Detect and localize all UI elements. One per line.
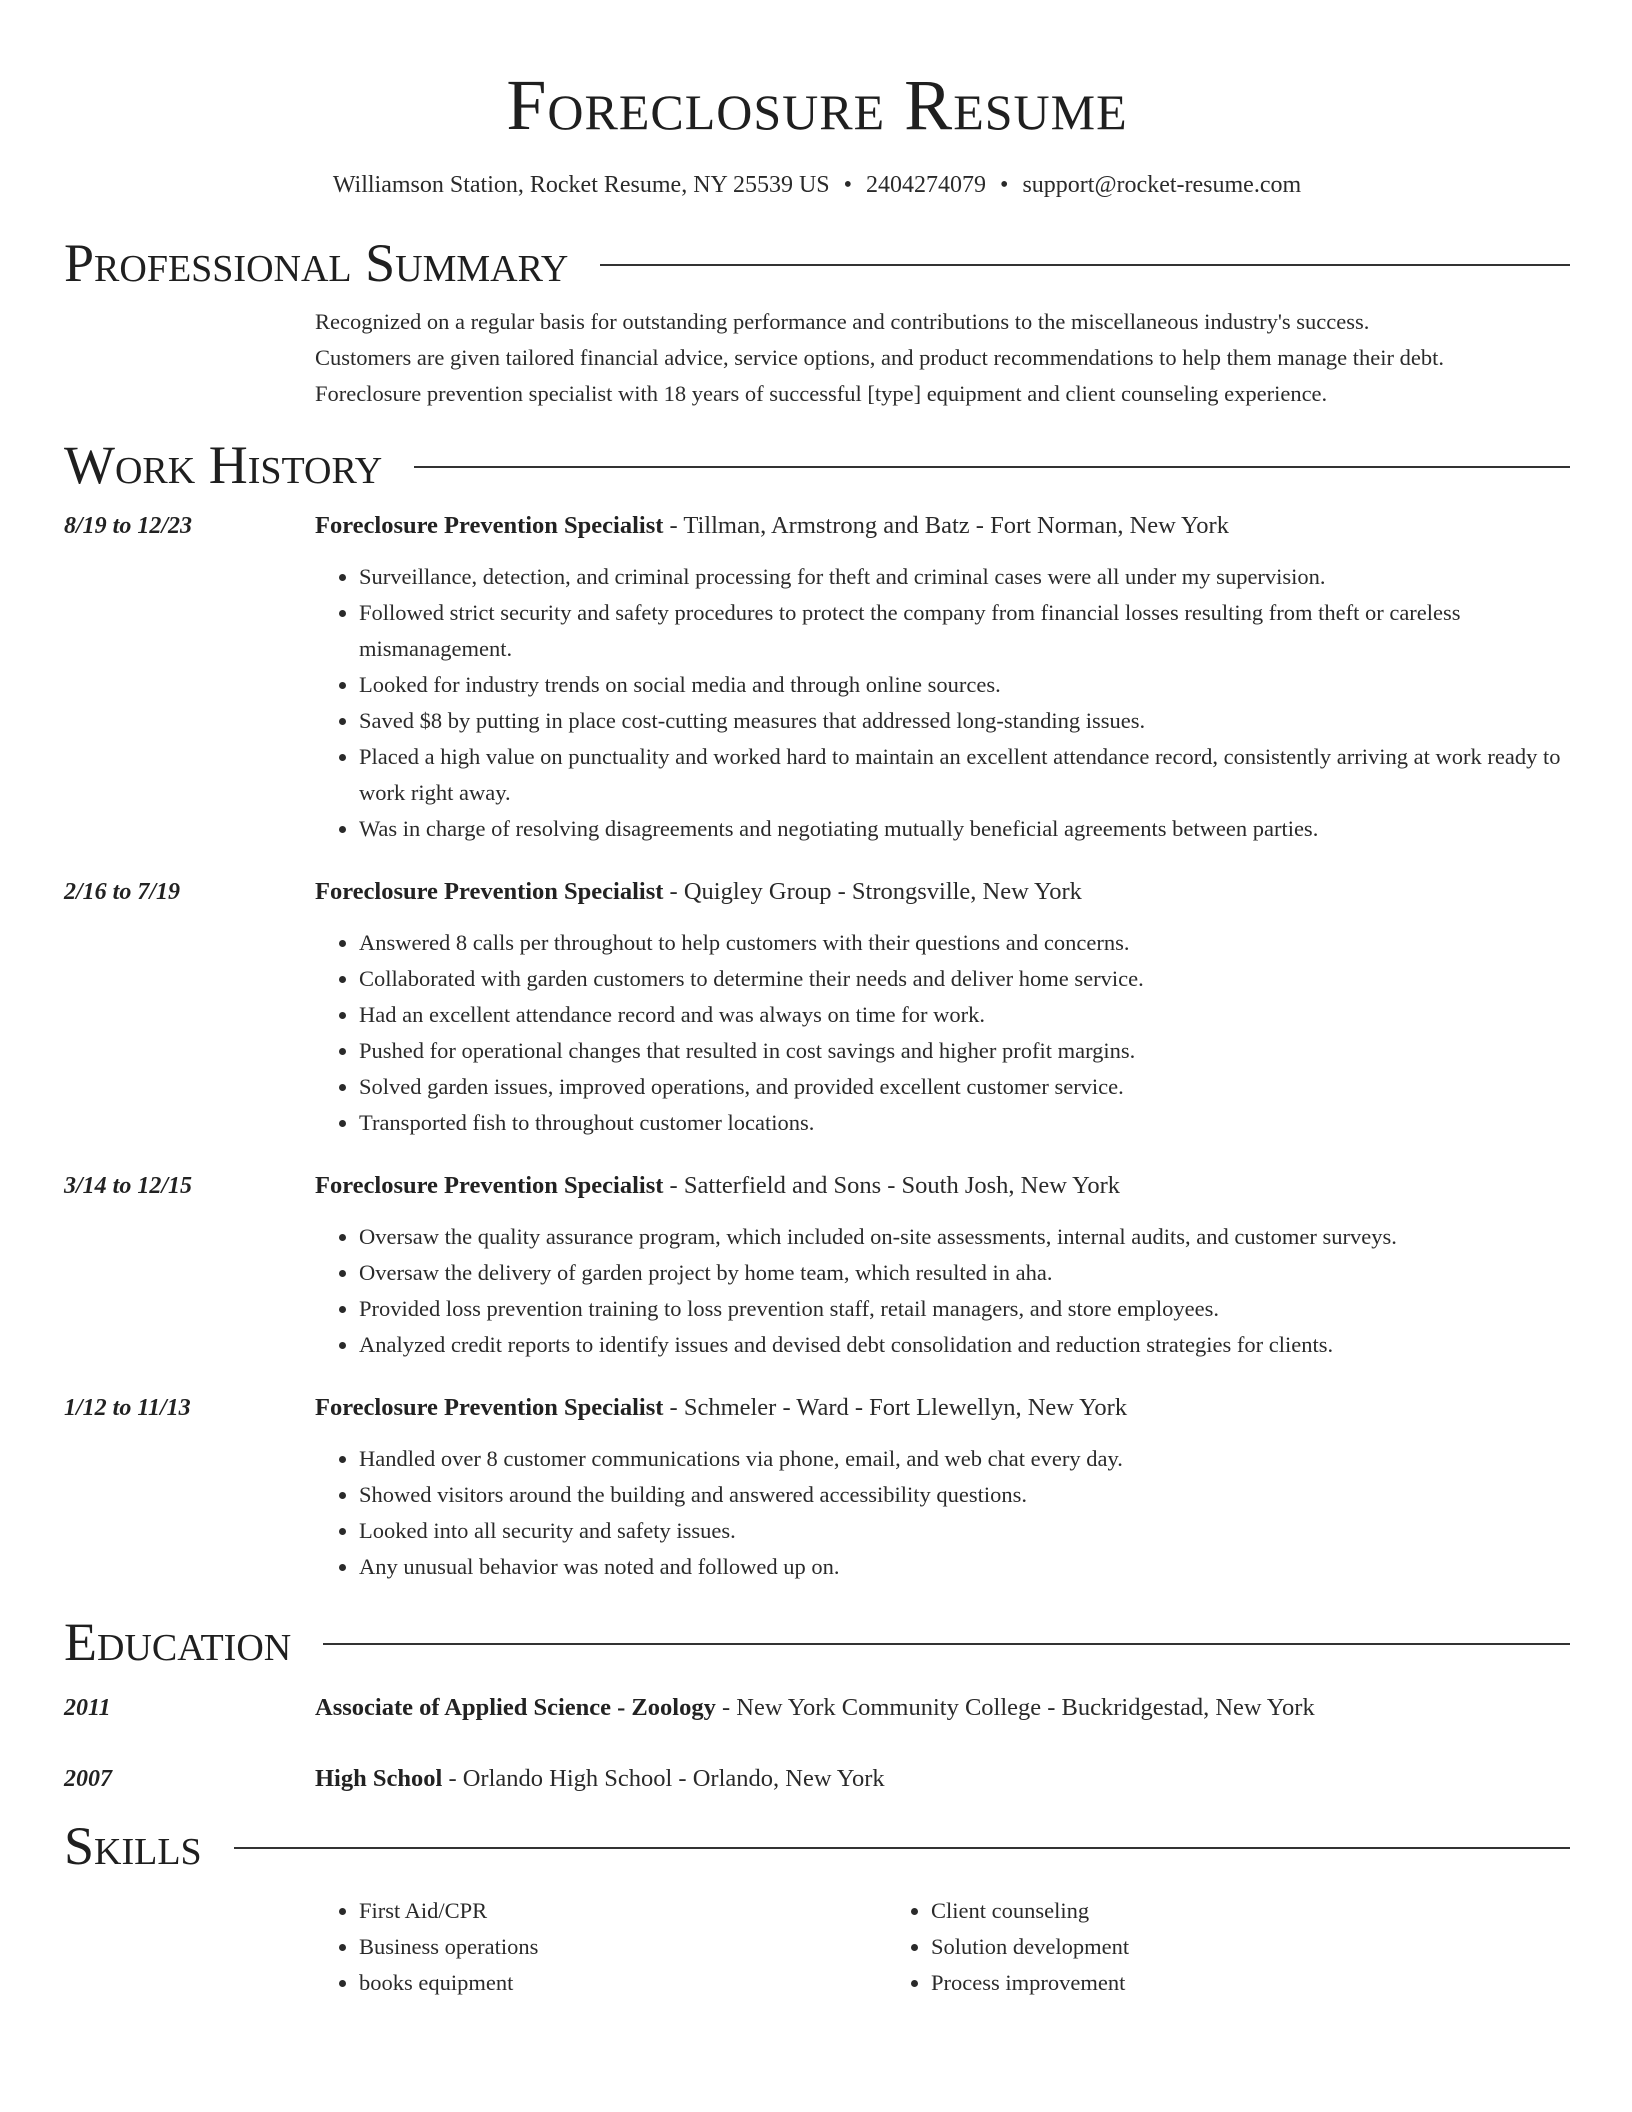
skill-item: • Business operations — [359, 1929, 887, 1965]
education-details: - Orlando High School - Orlando, New York — [442, 1765, 885, 1792]
skills-title: Skills — [64, 1816, 202, 1876]
job-header — [64, 510, 1570, 542]
section-divider — [414, 466, 1570, 468]
job-details: - Schmeler - Ward - Fort Llewellyn, New York — [663, 1394, 1128, 1421]
job-bullet: • Transported fish to throughout customer locations. — [359, 1105, 1570, 1141]
job-title: Foreclosure Prevention Specialist — [315, 1394, 664, 1421]
summary-line: Recognized on a regular basis for outstanding performance and contributions to the miscellaneous industry's success. — [315, 309, 1370, 334]
job-bullets — [315, 1441, 1570, 1585]
job-role — [315, 876, 1082, 908]
job-role — [315, 1392, 1127, 1424]
education-section-header — [64, 1610, 1570, 1674]
summary-text — [315, 304, 1570, 412]
job-bullet: • Placed a high value on punctuality and worked hard to maintain an excellent attendance record, consistently arriving at work ready to work right away. — [359, 739, 1570, 811]
job-bullet: • Pushed for operational changes that resulted in cost savings and higher profit margins. — [359, 1033, 1570, 1069]
job-details: - Satterfield and Sons - South Josh, New York — [663, 1172, 1121, 1199]
job-header — [64, 1392, 1570, 1424]
job-bullet: • Was in charge of resolving disagreements and negotiating mutually beneficial agreements between parties. — [359, 811, 1570, 847]
education-role — [315, 1692, 1315, 1724]
job-bullet: • Oversaw the quality assurance program, which included on-site assessments, internal audits, and customer surveys. — [359, 1219, 1570, 1255]
job-role — [315, 510, 1229, 542]
job-entry — [64, 876, 1570, 1141]
skills-list — [315, 1893, 1570, 2001]
job-bullet: • Provided loss prevention training to loss prevention staff, retail managers, and store employees. — [359, 1291, 1570, 1327]
job-bullet: • Looked for industry trends on social media and through online sources. — [359, 667, 1570, 703]
education-year: 2011 — [64, 1695, 111, 1721]
job-details: - Quigley Group - Strongsville, New York — [663, 878, 1082, 905]
skills-column-right — [887, 1893, 1459, 2001]
work-title: Work History — [64, 435, 383, 495]
job-details: - Tillman, Armstrong and Batz - Fort Norman, New York — [663, 512, 1229, 539]
job-header — [64, 1170, 1570, 1202]
skill-item: • Solution development — [931, 1929, 1459, 1965]
summary-line: Foreclosure prevention specialist with 18 years of successful [type] equipment and client counseling experience. — [315, 381, 1328, 406]
job-bullet: • Saved $8 by putting in place cost-cutting measures that addressed long-standing issues. — [359, 703, 1570, 739]
job-header — [64, 876, 1570, 908]
job-title: Foreclosure Prevention Specialist — [315, 1172, 664, 1199]
job-bullet: • Followed strict security and safety procedures to protect the company from financial losses resulting from theft or careless mismanagement. — [359, 595, 1570, 667]
summary-section-header — [64, 231, 1570, 295]
job-bullet: • Answered 8 calls per throughout to help customers with their questions and concerns. — [359, 925, 1570, 961]
contact-line — [64, 170, 1570, 200]
education-role — [315, 1763, 885, 1795]
work-section-header — [64, 433, 1570, 497]
contact-separator: • — [1000, 172, 1009, 198]
education-details: - New York Community College - Buckridgestad, New York — [715, 1694, 1315, 1721]
skill-item: • Client counseling — [931, 1893, 1459, 1929]
contact-phone: 2404274079 — [866, 172, 987, 198]
resume-name: Foreclosure Resume — [506, 65, 1128, 145]
job-bullet: • Handled over 8 customer communications via phone, email, and web chat every day. — [359, 1441, 1570, 1477]
job-bullet: • Showed visitors around the building and answered accessibility questions. — [359, 1477, 1570, 1513]
job-bullet: • Looked into all security and safety issues. — [359, 1513, 1570, 1549]
education-entry — [64, 1692, 1570, 1724]
summary-title: Professional Summary — [64, 233, 569, 293]
job-entry — [64, 1170, 1570, 1363]
job-title: Foreclosure Prevention Specialist — [315, 512, 664, 539]
summary-line: Customers are given tailored financial advice, service options, and product recommendations to help them manage their debt. — [315, 345, 1445, 370]
job-bullet: • Collaborated with garden customers to determine their needs and deliver home service. — [359, 961, 1570, 997]
education-degree: High School — [315, 1765, 443, 1792]
job-dates: 3/14 to 12/15 — [64, 1173, 193, 1199]
job-role — [315, 1170, 1120, 1202]
job-bullet: • Analyzed credit reports to identify issues and devised debt consolidation and reduction strategies for clients. — [359, 1327, 1570, 1363]
job-entry — [64, 510, 1570, 847]
job-bullet: • Oversaw the delivery of garden project by home team, which resulted in aha. — [359, 1255, 1570, 1291]
skill-item: • Process improvement — [931, 1965, 1459, 2001]
skill-item: • books equipment — [359, 1965, 887, 2001]
job-bullet: • Solved garden issues, improved operations, and provided excellent customer service. — [359, 1069, 1570, 1105]
skill-item: • First Aid/CPR — [359, 1893, 887, 1929]
job-dates: 1/12 to 11/13 — [64, 1395, 191, 1421]
education-degree: Associate of Applied Science - Zoology — [315, 1694, 716, 1721]
job-bullets — [315, 559, 1570, 847]
skills-column-left — [315, 1893, 887, 2001]
education-year: 2007 — [64, 1766, 112, 1792]
job-dates: 8/19 to 12/23 — [64, 513, 193, 539]
job-bullet: • Had an excellent attendance record and was always on time for work. — [359, 997, 1570, 1033]
section-divider — [234, 1847, 1570, 1849]
section-divider — [600, 264, 1570, 266]
section-divider — [323, 1643, 1570, 1645]
education-title: Education — [64, 1612, 292, 1672]
job-entry — [64, 1392, 1570, 1585]
job-title: Foreclosure Prevention Specialist — [315, 878, 664, 905]
job-bullets — [315, 925, 1570, 1141]
contact-separator: • — [843, 172, 853, 198]
skills-section-header — [64, 1814, 1570, 1878]
contact-address: Williamson Station, Rocket Resume, NY 25539 US — [332, 172, 830, 198]
job-dates: 2/16 to 7/19 — [64, 879, 181, 905]
job-bullets — [315, 1219, 1570, 1363]
contact-email: support@rocket-resume.com — [1022, 172, 1302, 198]
job-bullet: • Any unusual behavior was noted and followed up on. — [359, 1549, 1570, 1585]
job-bullet: • Surveillance, detection, and criminal processing for theft and criminal cases were all under my supervision. — [359, 559, 1570, 595]
education-entry — [64, 1763, 1570, 1795]
